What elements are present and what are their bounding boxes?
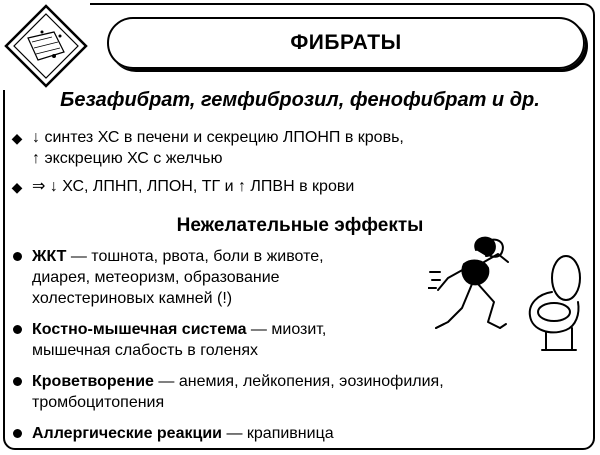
page-title: ФИБРАТЫ bbox=[107, 17, 585, 69]
effect-item: Костно-мышечная система — миозит, мышечная слабость в голенях bbox=[32, 321, 327, 359]
mechanism-item: ↓ синтез ХС в печени и секрецию ЛПОНП в кровь, ↑ экскрецию ХС с желчью bbox=[32, 129, 404, 167]
effect-item: ЖКТ — тошнота, рвота, боли в животе, диарея, метеоризм, образование холестериновых камней (!) bbox=[32, 248, 324, 307]
bullet-dot-icon bbox=[13, 325, 22, 334]
effect-term: Аллергические реакции bbox=[32, 425, 222, 442]
pills-diamond-icon bbox=[2, 2, 90, 90]
bullet-dot-icon bbox=[13, 252, 22, 261]
drug-list: Безафибрат, гемфиброзил, фенофибрат и др. bbox=[60, 89, 540, 111]
effects-heading: Нежелательные эффекты bbox=[176, 215, 424, 236]
effect-item: Кроветворение — анемия, лейкопения, эозинофилия, тромбоцитопения bbox=[32, 373, 444, 411]
running-to-toilet-illustration bbox=[428, 232, 588, 362]
bullet-dot-icon bbox=[13, 429, 22, 438]
mechanism-item: ⇒ ↓ ХС, ЛПНП, ЛПОН, ТГ и ↑ ЛПВН в крови bbox=[32, 178, 355, 195]
effect-term: Костно-мышечная система bbox=[32, 321, 247, 338]
effect-term: ЖКТ bbox=[32, 248, 67, 265]
effect-term: Кроветворение bbox=[32, 373, 154, 390]
effect-item: Аллергические реакции — крапивница bbox=[32, 425, 334, 442]
diamond-bullet-icon: ◆ bbox=[11, 130, 23, 146]
diamond-bullet-icon: ◆ bbox=[11, 179, 23, 195]
bullet-dot-icon bbox=[13, 377, 22, 386]
